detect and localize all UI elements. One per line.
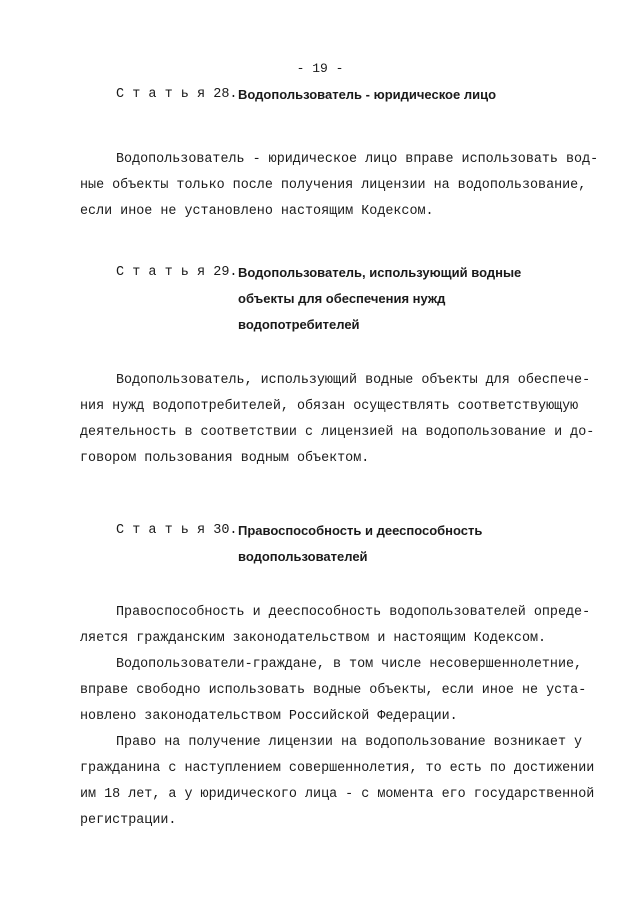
article-label: С т а т ь я 30. [116,523,238,538]
page-number: - 19 - [296,61,344,76]
article-title-line: Водопользователь, использующий водные [238,265,522,280]
text-line: ные объекты только после получения лицензии на водопользование, [80,178,587,193]
text-line: ния нужд водопотребителей, обязан осуществлять соответствующую [80,399,579,414]
article-heading [80,265,580,343]
text-line: им 18 лет, а у юридического лица - с момента его государственной [80,787,595,802]
text-line: Водопользователь, использующий водные объекты для обеспече- [116,373,591,388]
text-line: деятельность в соответствии с лицензией на водопользование и до- [80,425,595,440]
text-line: новлено законодательством Российской Федерации. [80,709,458,724]
paragraph [80,600,591,652]
article-title-line: Правоспособность и дееспособность [238,523,483,538]
article-title-line: объекты для обеспечения нужд [238,291,446,306]
text-line: Право на получение лицензии на водопользование возникает у [116,735,583,750]
article-label: С т а т ь я 28. [116,87,238,102]
article-28 [80,87,599,225]
article-title: Водопользователь - юридическое лицо [238,87,497,102]
article-title-line: водопользователей [238,549,368,564]
text-line: Водопользователи-граждане, в том числе несовершеннолетние, [116,657,583,672]
text-line: ляется гражданским законодательством и настоящим Кодексом. [80,631,547,646]
text-line: вправе свободно использовать водные объекты, если иное не уста- [80,683,587,698]
paragraph [80,730,595,834]
text-line: гражданина с наступлением совершеннолетия, то есть по достижении [80,761,595,776]
paragraph [80,652,587,730]
article-30 [80,523,595,834]
article-label: С т а т ь я 29. [116,265,238,280]
article-title-line: водопотребителей [238,317,360,332]
text-line: Водопользователь - юридическое лицо вправе использовать вод- [116,152,599,167]
article-heading [80,87,580,113]
text-line: если иное не установлено настоящим Кодексом. [80,204,434,219]
text-line: говором пользования водным объектом. [80,451,370,466]
text-line: Правоспособность и дееспособность водопользователей опреде- [116,605,591,620]
paragraph [80,368,595,472]
article-29 [80,265,595,472]
article-heading [80,523,580,575]
text-line: регистрации. [80,813,177,828]
paragraph [80,147,599,225]
